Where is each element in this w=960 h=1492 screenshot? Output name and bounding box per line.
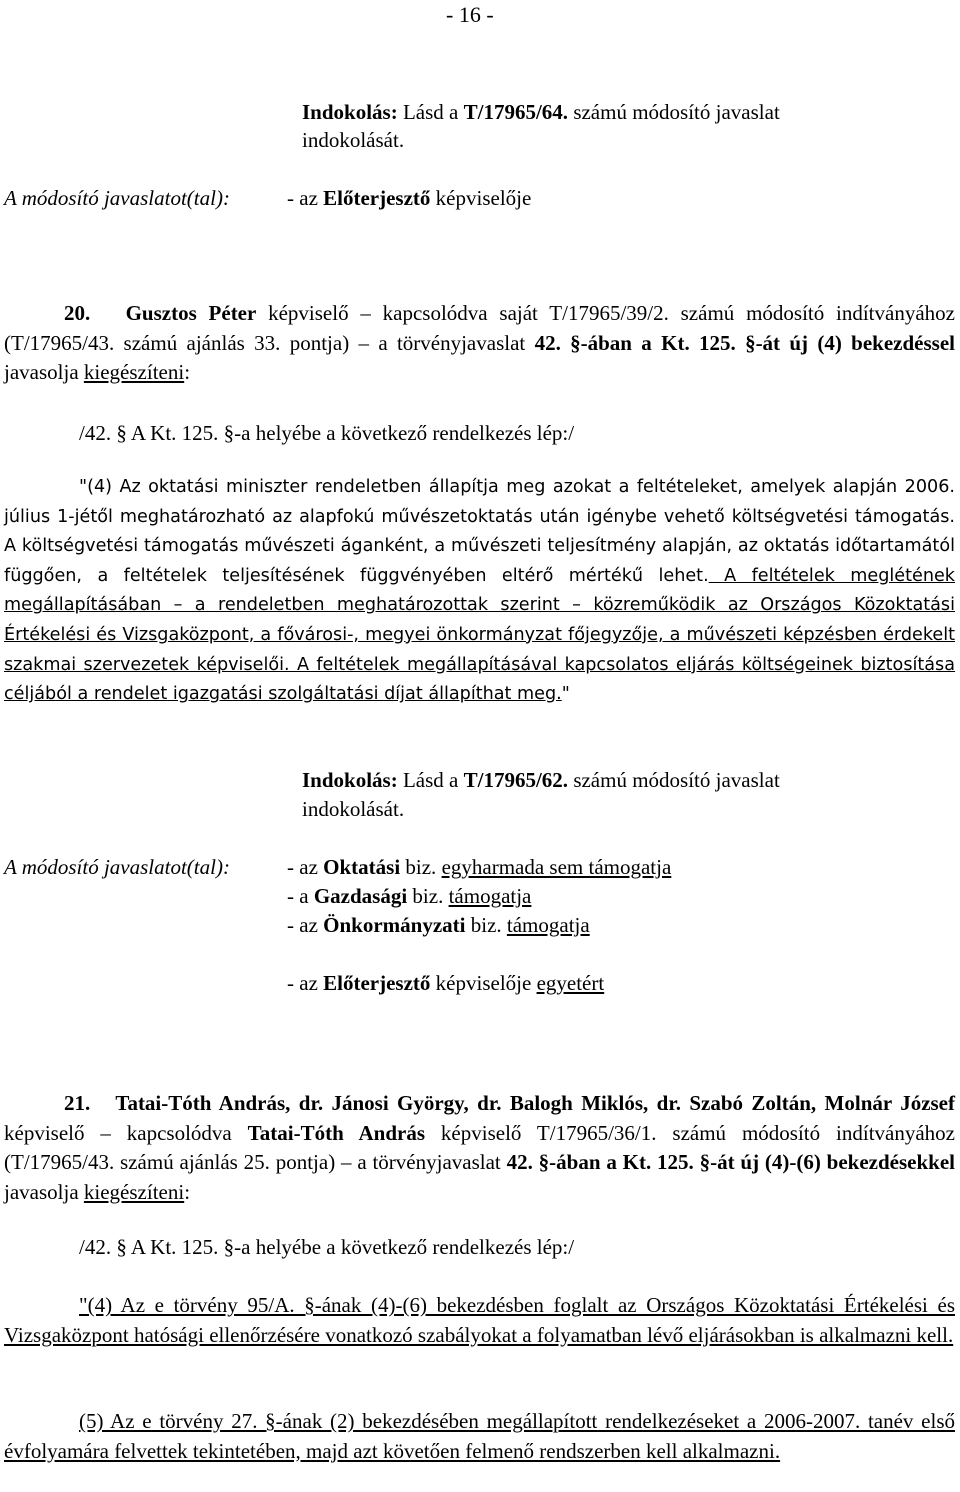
position-gazdasagi: - a Gazdasági biz. támogatja [287,884,532,908]
item-20-heading: 20. Gusztos Péter képviselő – kapcsolódva saját T/17965/39/2. számú módosító indítványához (T/17965/43. számú ajánlás 33. pontja) – a törvényjavaslat 42. §-ában a Kt. 125. §-át új (4) bekezdéssel javasolja kiegészíteni: [4,301,955,385]
item-21-paragraph-4: "(4) Az e törvény 95/A. §-ának (4)-(6) bekezdésben foglalt az Országos Közoktatási Értékelési és Vizsgaközpont hatósági ellenőrzésére vonatkozó szabályokat a folyamatban lévő eljárásokban is alkalmazni kell. [4,1293,955,1347]
justification-line-2: indokolását. [302,797,405,821]
proposer-position: - az Előterjesztő képviselője [287,186,532,210]
item-20-lead: /42. § A Kt. 125. §-a helyébe a következő rendelkezés lép:/ [79,421,575,445]
item-21-paragraph-5: (5) Az e törvény 27. §-ának (2) bekezdésében megállapított rendelkezéseket a 2006-2007. tanév első évfolyamára felvettek tekintetében, majd azt követően felmenő rendszerben kell alkalmazni. [4,1409,955,1463]
justification-line: Indokolás: Lásd a T/17965/62. számú módosító javaslat [302,768,780,792]
justification-line-2: indokolását. [302,128,405,152]
justification-label: Indokolás: [302,100,398,124]
justification-line: Indokolás: Lásd a T/17965/64. számú módosító javaslat [302,100,780,124]
item-author: Gusztos Péter [125,301,257,325]
item-20-quote: "(4) Az oktatási miniszter rendeletben állapítja meg azokat a feltételeket, amelyek alapján 2006. július 1-jétől meghatározható az alapfokú művészetoktatás után igénybe vehető költségvetési támogatás. A költségvetési támogatás művészeti áganként, a művészeti teljesítmény alapján, az oktatás időtartamától függően, a feltételek teljesítésének függvényében eltérő mértékű lehet. A feltételek meglétének megállapításában – a rendeletben meghatározottak szerint – közreműködik az Országos Közoktatási Értékelési és Vizsgaközpont, a fővárosi-, megyei önkormányzat főjegyzője, a művészeti képzésben érdekelt szakmai szervezetek képviselői. A feltételek megállapításával kapcsolatos eljárás költségeinek biztosítása céljából a rendelet igazgatási szolgáltatási díjat állapíthat meg." [4,477,955,705]
position-eloterjeszto: - az Előterjesztő képviselője egyetért [287,971,605,995]
item-21-heading: 21. Tatai-Tóth András, dr. Jánosi György, dr. Balogh Miklós, dr. Szabó Zoltán, Molnár József képviselő – kapcsolódva Tatai-Tóth András képviselő T/17965/36/1. számú módosító indítványához (T/17965/43. számú ajánlás 25. pontja) – a törvényjavaslat 42. §-ában a Kt. 125. §-át új (4)-(6) bekezdésekkel javasolja kiegészíteni: [4,1091,956,1204]
justification-ref: T/17965/64. [463,100,569,124]
proposer-label: A módosító javaslatot(tal): [4,186,230,210]
item-number: 21. [64,1091,91,1115]
position-onkormanyzati: - az Önkormányzati biz. támogatja [287,913,590,937]
position-oktatasi: - az Oktatási biz. egyharmada sem támogatja [287,855,672,879]
proposer-label: A módosító javaslatot(tal): [4,855,230,879]
page-number: - 16 - [446,2,494,27]
item-authors: Tatai-Tóth András, dr. Jánosi György, dr. Balogh Miklós, dr. Szabó Zoltán, Molnár József [115,1091,955,1115]
item-21-lead: /42. § A Kt. 125. §-a helyébe a következő rendelkezés lép:/ [79,1235,575,1259]
item-number: 20. [64,301,91,325]
